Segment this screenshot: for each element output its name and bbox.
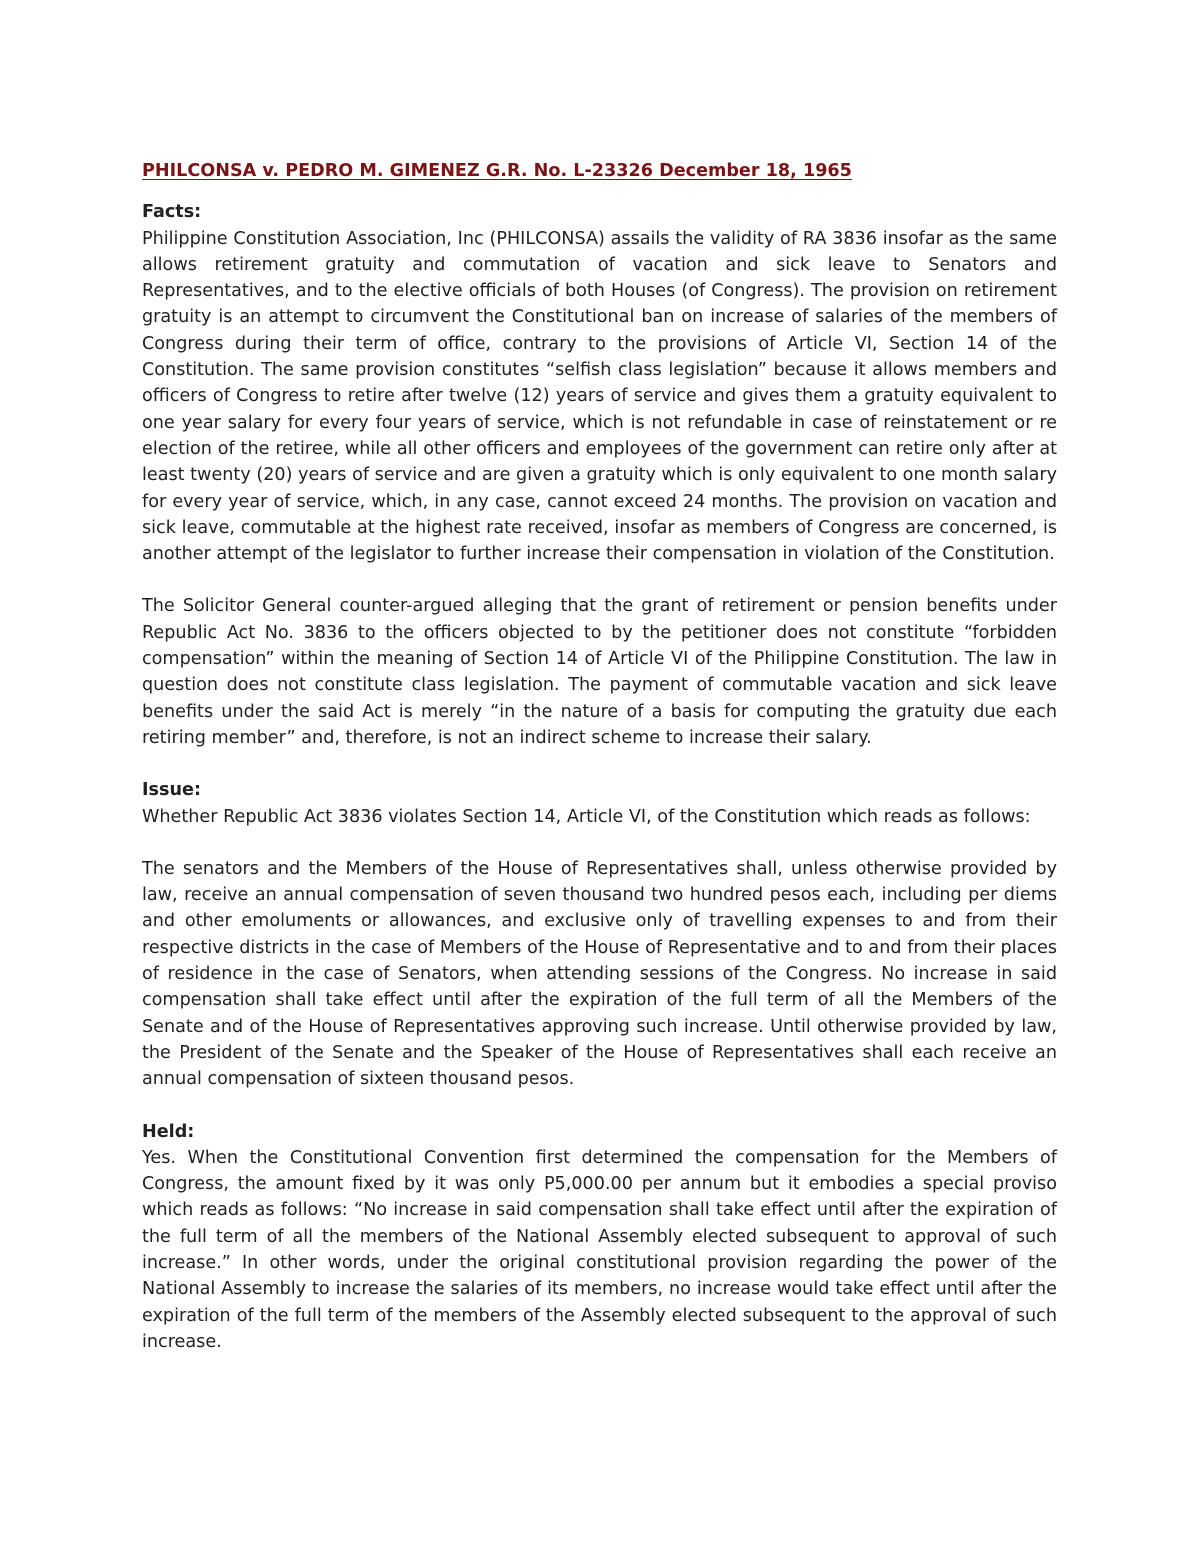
- facts-heading: Facts:: [142, 202, 202, 223]
- issue-heading: Issue:: [142, 780, 201, 801]
- section-spacer: [142, 751, 1057, 777]
- issue-paragraph-1: Whether Republic Act 3836 violates Section 14, Article VI, of the Constitution which reads as follows:: [142, 806, 1031, 827]
- document-page: [142, 158, 1057, 1355]
- held-paragraph-1: Yes. When the Constitutional Convention first determined the compensation for the Members of Congress, the amount fixed by it was only P5,000.00 per annum but it embodies a special proviso which reads as follows: “No increase in said compensation shall take effect until after the expiration of the full term of all the members of the National Assembly elected subsequent to approval of such increase.” In other words, under the original constitutional provision regarding the power of the National Assembly to increase the salaries of its members, no increase would take effect until after the expiration of the full term of the members of the Assembly elected subsequent to the approval of such increase.: [142, 1147, 1057, 1352]
- paragraph-spacer: [142, 567, 1057, 593]
- facts-paragraph-1: Philippine Constitution Association, Inc (PHILCONSA) assails the validity of RA 3836 insofar as the same allows retirement gratuity and commutation of vacation and sick leave to Senators and Representatives, and to the elective officials of both Houses (of Congress). The provision on retirement gratuity is an attempt to circumvent the Constitutional ban on increase of salaries of the members of Congress during their term of office, contrary to the provisions of Article VI, Section 14 of the Constitution. The same provision constitutes “selfish class legislation” because it allows members and officers of Congress to retire after twelve (12) years of service and gives them a gratuity equivalent to one year salary for every four years of service, which is not refundable in case of reinstatement or re election of the retiree, while all other officers and employees of the government can retire only after at least twenty (20) years of service and are given a gratuity which is only equivalent to one month salary for every year of service, which, in any case, cannot exceed 24 months. The provision on vacation and sick leave, commutable at the highest rate received, insofar as members of Congress are concerned, is another attempt of the legislator to further increase their compensation in violation of the Constitution.: [142, 228, 1057, 565]
- issue-quoted-provision: The senators and the Members of the House of Representatives shall, unless otherwise provided by law, receive an annual compensation of seven thousand two hundred pesos each, including per diems and other emoluments or allowances, and exclusive only of travelling expenses to and from their respective districts in the case of Members of the House of Representative and to and from their places of residence in the case of Senators, when attending sessions of the Congress. No increase in said compensation shall take effect until after the expiration of the full term of all the Members of the Senate and of the House of Representatives approving such increase. Until otherwise provided by law, the President of the Senate and the Speaker of the House of Representatives shall each receive an annual compensation of sixteen thousand pesos.: [142, 858, 1057, 1090]
- paragraph-spacer: [142, 830, 1057, 856]
- held-heading: Held:: [142, 1121, 195, 1142]
- case-title: PHILCONSA v. PEDRO M. GIMENEZ G.R. No. L-23326 December 18, 1965: [142, 161, 852, 181]
- section-spacer: [142, 1093, 1057, 1119]
- facts-paragraph-2: The Solicitor General counter-argued alleging that the grant of retirement or pension benefits under Republic Act No. 3836 to the officers objected to by the petitioner does not constitute “forbidden compensation” within the meaning of Section 14 of Article VI of the Philippine Constitution. The law in question does not constitute class legislation. The payment of commutable vacation and sick leave benefits under the said Act is merely “in the nature of a basis for computing the gratuity due each retiring member” and, therefore, is not an indirect scheme to increase their salary.: [142, 596, 1057, 748]
